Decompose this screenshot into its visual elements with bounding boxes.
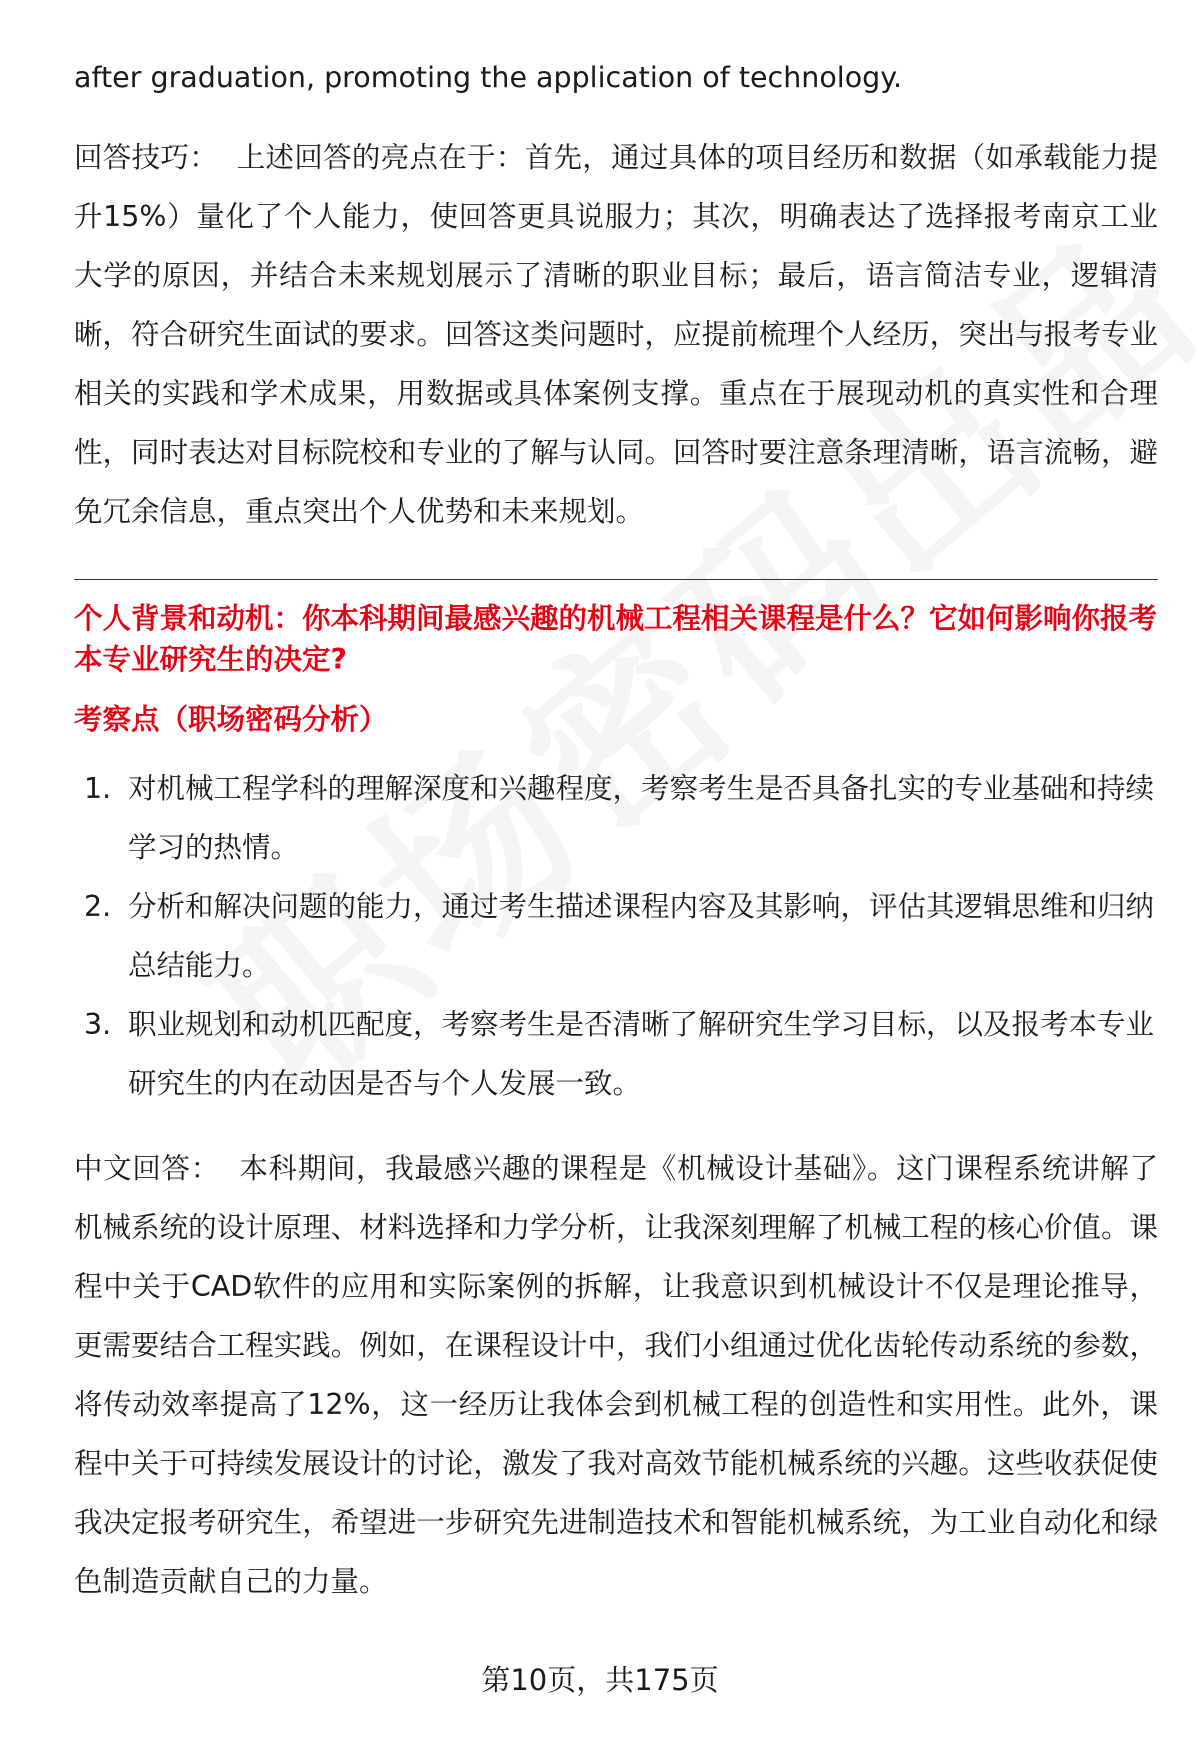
list-item [74,877,1158,995]
chinese-answer [74,1139,1158,1611]
list-number: 3. [84,1008,112,1041]
answer-tips-text: 上述回答的亮点在于：首先，通过具体的项目经历和数据（如承载能力提升15%）量化了个人能力，使回答更具说服力；其次，明确表达了选择报考南京工业大学的原因，并结合未来规划展示了清晰的职业目标；最后，语言简洁专业，逻辑清晰，符合研究生面试的要求。回答这类问题时，应提前梳理个人经历，突出与报考专业相关的实践和学术成果，用数据或具体案例支撑。重点在于展现动机的真实性和合理性，同时表达对目标院校和专业的了解与认同。回答时要注意条理清晰，语言流畅，避免冗余信息，重点突出个人优势和未来规划。 [74,141,1158,528]
list-item-text: 分析和解决问题的能力，通过考生描述课程内容及其影响，评估其逻辑思维和归纳总结能力。 [128,890,1155,982]
list-item [74,995,1158,1113]
assessment-list [74,759,1158,1113]
chinese-answer-label: 中文回答： [74,1152,220,1185]
question-title: 个人背景和动机：你本科期间最感兴趣的机械工程相关课程是什么？它如何影响你报考本专业研究生的决定? [74,602,1158,676]
page-content [74,48,1158,1611]
assessment-heading: 考察点（职场密码分析） [74,703,388,736]
section-divider [74,579,1158,580]
answer-tips [74,128,1158,541]
answer-tips-label: 回答技巧： [74,141,218,174]
list-item [74,759,1158,877]
list-number: 2. [84,890,112,923]
list-item-text: 职业规划和动机匹配度，考察考生是否清晰了解研究生学习目标，以及报考本专业研究生的内在动因是否与个人发展一致。 [128,1008,1155,1100]
page-number: 第10页，共175页 [481,1663,719,1697]
chinese-answer-text: 本科期间，我最感兴趣的课程是《机械设计基础》。这门课程系统讲解了机械系统的设计原理、材料选择和力学分析，让我深刻理解了机械工程的核心价值。课程中关于CAD软件的应用和实际案例的拆解，让我意识到机械设计不仅是理论推导，更需要结合工程实践。例如，在课程设计中，我们小组通过优化齿轮传动系统的参数，将传动效率提高了12%，这一经历让我体会到机械工程的创造性和实用性。此外，课程中关于可持续发展设计的讨论，激发了我对高效节能机械系统的兴趣。这些收获促使我决定报考研究生，希望进一步研究先进制造技术和智能机械系统，为工业自动化和绿色制造贡献自己的力量。 [74,1152,1158,1598]
list-number: 1. [84,772,112,805]
list-item-text: 对机械工程学科的理解深度和兴趣程度，考察考生是否具备扎实的专业基础和持续学习的热情。 [128,772,1155,864]
continuation-text: after graduation, promoting the application of technology. [74,61,903,94]
